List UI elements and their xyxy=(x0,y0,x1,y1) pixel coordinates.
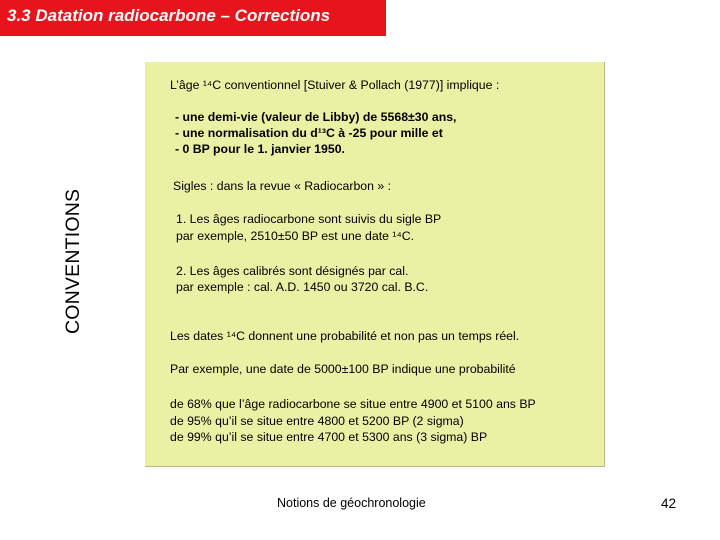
footer-text: Notions de géochronologie xyxy=(277,496,426,510)
probability-statement: Les dates ¹⁴C donnent une probabilité et non pas un temps réel. xyxy=(170,329,520,343)
implication-line: - une demi-vie (valeur de Libby) de 5568±30 ans, xyxy=(175,110,457,124)
side-label: CONVENTIONS xyxy=(62,188,84,334)
example-line: de 99% qu’il se situe entre 4700 et 5300 ans (3 sigma) BP xyxy=(170,430,488,444)
sigle-1-line: par exemple, 2510±50 BP est une date ¹⁴C. xyxy=(176,229,415,243)
sigle-1-line: 1. Les âges radiocarbone sont suivis du sigle BP xyxy=(176,212,442,226)
title-bar xyxy=(0,0,386,36)
sigles-intro: Sigles : dans la revue « Radiocarbon » : xyxy=(173,179,392,193)
example-line: de 95% qu’il se situe entre 4800 et 5200 BP (2 sigma) xyxy=(170,414,464,428)
intro-text: L’âge ¹⁴C conventionnel [Stuiver & Pollach (1977)] implique : xyxy=(170,78,500,92)
example-intro: Par exemple, une date de 5000±100 BP indique une probabilité xyxy=(170,362,516,376)
implication-line: - une normalisation du d¹³C à -25 pour mille et xyxy=(175,126,443,140)
page-number: 42 xyxy=(661,496,677,511)
slide-title: 3.3 Datation radiocarbone – Corrections xyxy=(7,6,331,25)
content-panel xyxy=(145,62,605,467)
sigle-2-line: 2. Les âges calibrés sont désignés par cal. xyxy=(176,264,409,278)
sigle-2-line: par exemple : cal. A.D. 1450 ou 3720 cal. B.C. xyxy=(176,280,429,294)
implication-line: - 0 BP pour le 1. janvier 1950. xyxy=(175,142,345,156)
example-line: de 68% que l’âge radiocarbone se situe entre 4900 et 5100 ans BP xyxy=(170,397,536,411)
